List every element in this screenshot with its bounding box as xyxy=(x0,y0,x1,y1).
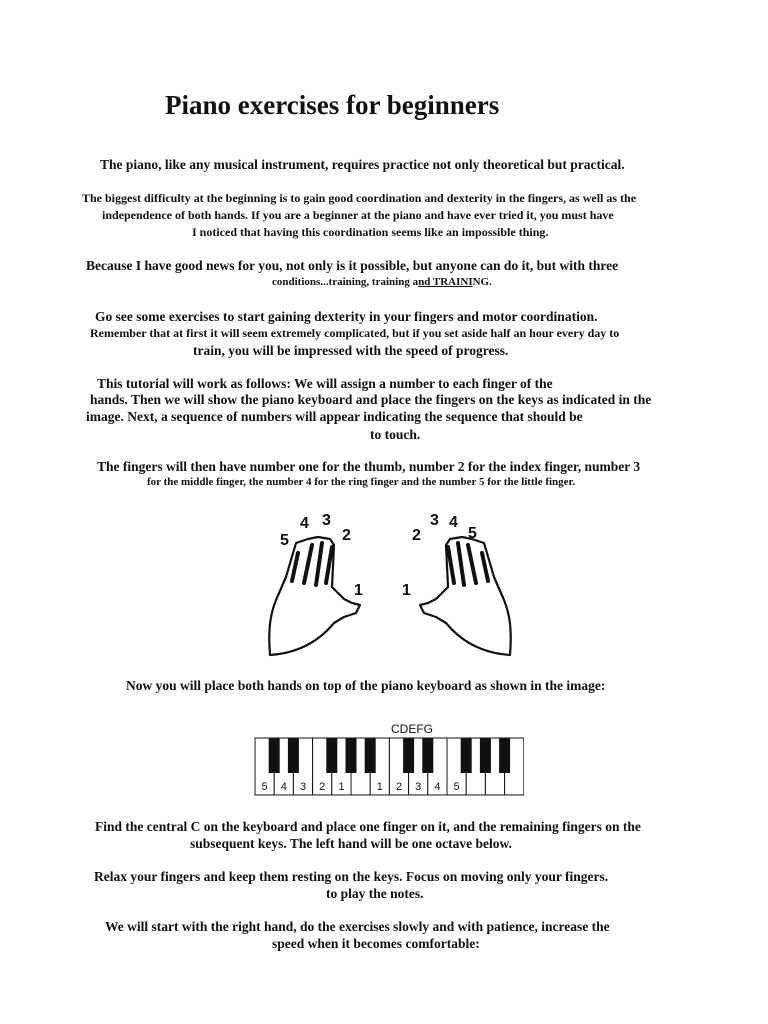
left-hand-drawing xyxy=(269,537,360,655)
tutorial-line-4: to touch. xyxy=(370,427,421,442)
keyboard-figure xyxy=(254,737,524,797)
black-key xyxy=(365,738,376,773)
tutorial-line-1: This tutorial will work as follows: We will assign a number to each finger of the xyxy=(97,376,553,391)
key-number-label: 1 xyxy=(376,781,383,793)
key-number-label: 5 xyxy=(453,781,460,793)
left-finger-4-label: 4 xyxy=(300,515,309,532)
key-number-label: 1 xyxy=(338,781,345,793)
exercises-line-1: Go see some exercises to start gaining dexterity in your fingers and motor coordination. xyxy=(95,309,598,324)
key-number-label: 3 xyxy=(415,781,422,793)
right-hand-drawing xyxy=(420,537,511,655)
key-number-label: 3 xyxy=(299,781,307,793)
fingers-line-2: for the middle finger, the number 4 for the ring finger and the number 5 for the little finger. xyxy=(147,476,576,488)
black-key xyxy=(422,738,433,773)
news-line-2-underlined: nd TRAINI xyxy=(418,276,473,288)
difficulty-line-3: I noticed that having this coordination seems like an impossible thing. xyxy=(192,225,549,239)
start-line-1: We will start with the right hand, do the exercises slowly and with patience, increase the xyxy=(105,919,610,934)
place-hands-text: Now you will place both hands on top of the piano keyboard as shown in the image: xyxy=(126,678,606,693)
exercises-line-2: Remember that at first it will seem extremely complicated, but if you set aside half an hour every day to xyxy=(90,326,620,340)
key-number-label: 5 xyxy=(261,781,268,793)
black-key xyxy=(269,738,280,773)
page-title: Piano exercises for beginners xyxy=(165,90,500,120)
tutorial-line-3: image. Next, a sequence of numbers will appear indicating the sequence that should be xyxy=(86,409,583,424)
news-line-1: Because I have good news for you, not only is it possible, but anyone can do it, but with three xyxy=(86,258,619,273)
find-c-line-2: subsequent keys. The left hand will be one octave below. xyxy=(190,836,512,851)
right-finger-1-label: 1 xyxy=(402,582,411,599)
left-finger-5-label: 5 xyxy=(280,532,289,549)
right-finger-3-label: 3 xyxy=(430,512,439,529)
difficulty-line-2: independence of both hands. If you are a beginner at the piano and have ever tried it, you must have xyxy=(102,208,614,222)
key-number-label: 4 xyxy=(280,781,287,793)
news-line-2-prefix: conditions...training, training a xyxy=(272,276,419,288)
key-number-label: 2 xyxy=(395,781,403,793)
right-finger-5-label: 5 xyxy=(468,525,477,542)
left-hand-fingers xyxy=(292,543,332,585)
right-finger-2-label: 2 xyxy=(412,527,421,544)
difficulty-line-1: The biggest difficulty at the beginning is to gain good coordination and dexterity in the fingers, as well as the xyxy=(82,191,637,205)
fingers-line-1: The fingers will then have number one for the thumb, number 2 for the index finger, number 3 xyxy=(97,459,641,474)
hands-figure xyxy=(260,505,520,660)
tutorial-line-2: hands. Then we will show the piano keyboard and place the fingers on the keys as indicated in the xyxy=(90,392,652,407)
black-key xyxy=(288,738,299,773)
find-c-line-1: Find the central C on the keyboard and place one finger on it, and the remaining fingers on the xyxy=(95,819,641,834)
right-hand-fingers xyxy=(448,543,488,585)
left-finger-1-label: 1 xyxy=(354,582,363,599)
news-line-2-suffix: NG. xyxy=(472,276,492,288)
left-finger-2-label: 2 xyxy=(342,527,351,544)
black-key xyxy=(326,738,337,773)
black-key xyxy=(346,738,357,773)
exercises-line-3: train, you will be impressed with the speed of progress. xyxy=(193,343,509,358)
start-line-2: speed when it becomes comfortable: xyxy=(272,936,480,951)
right-finger-4-label: 4 xyxy=(449,514,458,531)
left-finger-3-label: 3 xyxy=(322,512,331,529)
key-number-label: 4 xyxy=(434,781,441,793)
intro-paragraph: The piano, like any musical instrument, requires practice not only theoretical but practical. xyxy=(100,157,625,172)
relax-line-2: to play the notes. xyxy=(326,886,424,901)
keyboard-note-label: CDEFG xyxy=(391,722,433,736)
black-key xyxy=(461,738,472,773)
black-key xyxy=(499,738,510,773)
key-number-label: 2 xyxy=(319,781,326,793)
black-key xyxy=(403,738,414,773)
black-key xyxy=(480,738,491,773)
relax-line-1: Relax your fingers and keep them resting on the keys. Focus on moving only your fingers. xyxy=(94,869,609,884)
news-line-2 xyxy=(272,276,492,288)
